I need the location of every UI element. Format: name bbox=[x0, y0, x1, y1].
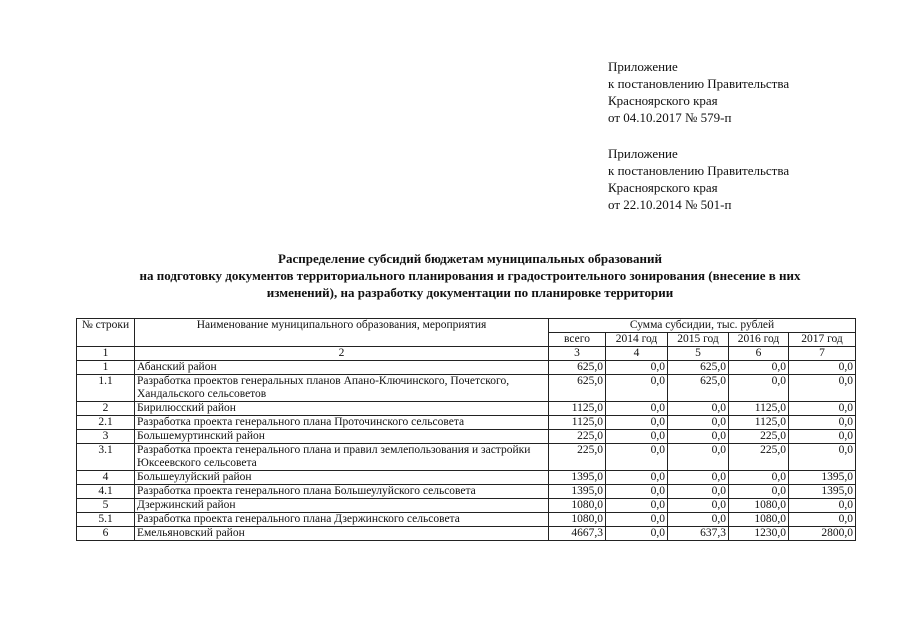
cell-2014: 0,0 bbox=[606, 471, 668, 485]
cell-2015: 0,0 bbox=[668, 416, 729, 430]
cell-2015: 0,0 bbox=[668, 402, 729, 416]
column-index-row bbox=[77, 347, 856, 361]
title-line: на подготовку документов территориального планирования и градостроительного зонирования (внесение в них bbox=[139, 268, 801, 283]
cell-2016: 225,0 bbox=[729, 444, 789, 471]
row-number: 5 bbox=[77, 499, 135, 513]
cell-2016: 0,0 bbox=[729, 361, 789, 375]
column-index: 6 bbox=[729, 347, 789, 361]
row-name: Большеулуйский район bbox=[135, 471, 549, 485]
appendix-date-number: от 22.10.2014 № 501-п bbox=[608, 197, 732, 212]
row-number: 4 bbox=[77, 471, 135, 485]
cell-2014: 0,0 bbox=[606, 513, 668, 527]
header-2014: 2014 год bbox=[606, 333, 668, 347]
cell-2016: 1230,0 bbox=[729, 527, 789, 541]
cell-total: 225,0 bbox=[549, 430, 606, 444]
cell-2014: 0,0 bbox=[606, 485, 668, 499]
appendix-date-number: от 04.10.2017 № 579-п bbox=[608, 110, 732, 125]
cell-2015: 625,0 bbox=[668, 361, 729, 375]
cell-total: 1395,0 bbox=[549, 471, 606, 485]
row-name: Емельяновский район bbox=[135, 527, 549, 541]
cell-2017: 0,0 bbox=[789, 375, 856, 402]
cell-2016: 225,0 bbox=[729, 430, 789, 444]
cell-2014: 0,0 bbox=[606, 361, 668, 375]
cell-2017: 0,0 bbox=[789, 513, 856, 527]
cell-total: 625,0 bbox=[549, 361, 606, 375]
table-row bbox=[77, 416, 856, 430]
row-number: 6 bbox=[77, 527, 135, 541]
appendix-region: Красноярского края bbox=[608, 93, 718, 108]
row-name: Разработка проекта генерального плана Проточинского сельсовета bbox=[135, 416, 549, 430]
cell-total: 625,0 bbox=[549, 375, 606, 402]
cell-2016: 0,0 bbox=[729, 471, 789, 485]
cell-total: 1125,0 bbox=[549, 402, 606, 416]
row-name: Дзержинский район bbox=[135, 499, 549, 513]
header-2016: 2016 год bbox=[729, 333, 789, 347]
row-name: Большемуртинский район bbox=[135, 430, 549, 444]
cell-2014: 0,0 bbox=[606, 430, 668, 444]
table-row bbox=[77, 499, 856, 513]
table-row bbox=[77, 361, 856, 375]
cell-2017: 0,0 bbox=[789, 430, 856, 444]
header-total: всего bbox=[549, 333, 606, 347]
row-number: 3.1 bbox=[77, 444, 135, 471]
row-name: Разработка проекта генерального плана Большеулуйского сельсовета bbox=[135, 485, 549, 499]
title-line: изменений), на разработку документации по планировке территории bbox=[266, 285, 674, 300]
table-row bbox=[77, 375, 856, 402]
column-index: 7 bbox=[789, 347, 856, 361]
row-name: Разработка проекта генерального плана Дзержинского сельсовета bbox=[135, 513, 549, 527]
appendix-resolution: к постановлению Правительства bbox=[608, 76, 790, 91]
cell-total: 1125,0 bbox=[549, 416, 606, 430]
cell-2017: 0,0 bbox=[789, 402, 856, 416]
row-number: 4.1 bbox=[77, 485, 135, 499]
cell-2017: 0,0 bbox=[789, 416, 856, 430]
cell-2017: 2800,0 bbox=[789, 527, 856, 541]
table-row bbox=[77, 430, 856, 444]
cell-2014: 0,0 bbox=[606, 402, 668, 416]
table-header-row bbox=[77, 319, 856, 333]
appendix-label: Приложение bbox=[608, 59, 678, 74]
column-index: 3 bbox=[549, 347, 606, 361]
header-sum-group: Сумма субсидии, тыс. рублей bbox=[549, 319, 856, 333]
header-2017: 2017 год bbox=[789, 333, 856, 347]
header-name: Наименование муниципального образования, мероприятия bbox=[135, 319, 549, 347]
subsidy-table bbox=[76, 318, 856, 541]
cell-2014: 0,0 bbox=[606, 444, 668, 471]
row-number: 5.1 bbox=[77, 513, 135, 527]
row-name: Разработка проектов генеральных планов Апано-Ключинского, Почетского, Хандальского сельсоветов bbox=[135, 375, 549, 402]
row-number: 2.1 bbox=[77, 416, 135, 430]
table-row bbox=[77, 471, 856, 485]
header-row-number: № строки bbox=[77, 319, 135, 347]
cell-2017: 0,0 bbox=[789, 444, 856, 471]
cell-2017: 0,0 bbox=[789, 361, 856, 375]
appendix-block-2017 bbox=[608, 58, 789, 126]
cell-total: 1080,0 bbox=[549, 513, 606, 527]
cell-2015: 625,0 bbox=[668, 375, 729, 402]
cell-2014: 0,0 bbox=[606, 499, 668, 513]
cell-2015: 0,0 bbox=[668, 444, 729, 471]
cell-2015: 0,0 bbox=[668, 499, 729, 513]
column-index: 5 bbox=[668, 347, 729, 361]
cell-2014: 0,0 bbox=[606, 527, 668, 541]
cell-2017: 0,0 bbox=[789, 499, 856, 513]
cell-2016: 1125,0 bbox=[729, 416, 789, 430]
cell-total: 225,0 bbox=[549, 444, 606, 471]
title-line: Распределение субсидий бюджетам муниципальных образований bbox=[278, 251, 662, 266]
row-name: Абанский район bbox=[135, 361, 549, 375]
cell-2015: 0,0 bbox=[668, 513, 729, 527]
table-row bbox=[77, 527, 856, 541]
row-name: Бирилюсский район bbox=[135, 402, 549, 416]
cell-2015: 0,0 bbox=[668, 485, 729, 499]
appendix-block-2014 bbox=[608, 145, 789, 213]
cell-2017: 1395,0 bbox=[789, 471, 856, 485]
table-row bbox=[77, 444, 856, 471]
cell-2015: 0,0 bbox=[668, 430, 729, 444]
cell-total: 4667,3 bbox=[549, 527, 606, 541]
cell-2016: 0,0 bbox=[729, 485, 789, 499]
cell-2015: 637,3 bbox=[668, 527, 729, 541]
cell-2016: 1080,0 bbox=[729, 499, 789, 513]
row-number: 1.1 bbox=[77, 375, 135, 402]
table-row bbox=[77, 402, 856, 416]
row-number: 2 bbox=[77, 402, 135, 416]
row-number: 3 bbox=[77, 430, 135, 444]
column-index: 2 bbox=[135, 347, 549, 361]
cell-2016: 1080,0 bbox=[729, 513, 789, 527]
table-row bbox=[77, 485, 856, 499]
document-title bbox=[60, 250, 880, 301]
row-number: 1 bbox=[77, 361, 135, 375]
header-2015: 2015 год bbox=[668, 333, 729, 347]
appendix-resolution: к постановлению Правительства bbox=[608, 163, 790, 178]
cell-2016: 1125,0 bbox=[729, 402, 789, 416]
column-index: 1 bbox=[77, 347, 135, 361]
cell-2014: 0,0 bbox=[606, 375, 668, 402]
cell-2017: 1395,0 bbox=[789, 485, 856, 499]
column-index: 4 bbox=[606, 347, 668, 361]
row-name: Разработка проекта генерального плана и правил землепользования и застройки Юксеевского сельсовета bbox=[135, 444, 549, 471]
appendix-label: Приложение bbox=[608, 146, 678, 161]
cell-total: 1080,0 bbox=[549, 499, 606, 513]
appendix-region: Красноярского края bbox=[608, 180, 718, 195]
cell-2014: 0,0 bbox=[606, 416, 668, 430]
cell-2015: 0,0 bbox=[668, 471, 729, 485]
cell-total: 1395,0 bbox=[549, 485, 606, 499]
cell-2016: 0,0 bbox=[729, 375, 789, 402]
table-row bbox=[77, 513, 856, 527]
